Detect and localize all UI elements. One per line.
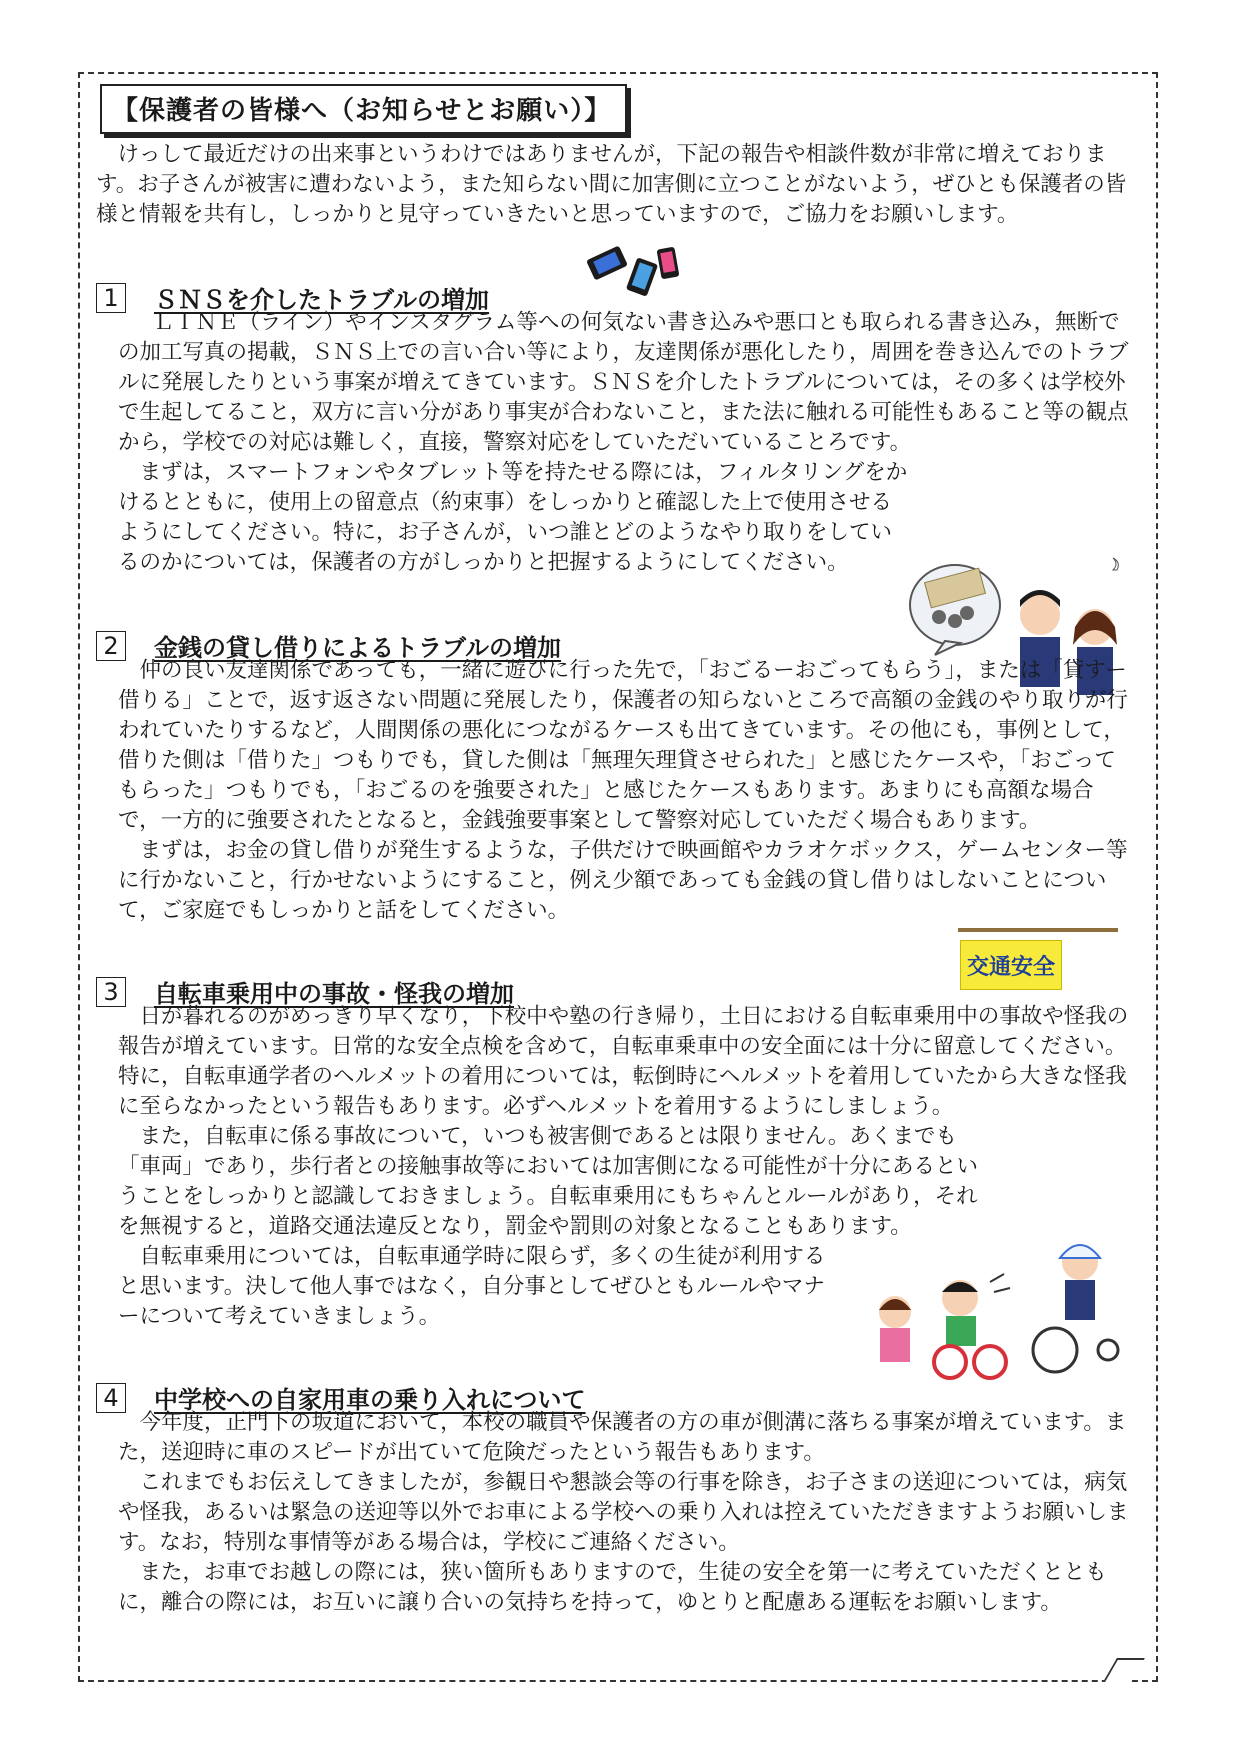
page-title: 【保護者の皆様へ（お知らせとお願い）】 (100, 84, 627, 134)
section-3-paragraph-3: 自転車乗用については，自転車通学時に限らず，多くの生徒が利用すると思います。決して他人事ではなく，自分事としてぜひともルールやマナーについて考えていきましょう。 (118, 1244, 826, 1329)
smartphones-illustration (585, 238, 690, 308)
section-number: 4 (96, 1383, 126, 1413)
section-title: ＳＮＳを介したトラブルの増加 (154, 286, 490, 314)
section-number: 3 (96, 977, 126, 1007)
section-3-paragraph-2: また，自転車に係る事故について，いつも被害側であるとは限りません。あくまでも「車両」であり，歩行者との接触事故等においては加害側になる可能性が十分にあるということをしっかりと認識しておきましょう。自転車乗用にもちゃんとルールがあり，それを無視すると，道路交通法違反となり，罰金や罰則の対象となることもあります。 (118, 1124, 979, 1239)
section-1-paragraph-2: まずは，スマートフォンやタブレット等を持たせる際には，フィルタリングをかけるとともに，使用上の留意点（約束事）をしっかりと確認した上で使用させるようにしてください。特に，お子さんが，いつ誰とどのようなやり取りをしているのかについては，保護者の方がしっかりと把握するようにしてください。 (118, 460, 908, 575)
section-title: 自転車乗用中の事故・怪我の増加 (154, 980, 514, 1008)
section-4-paragraph-3: また，お車でお越しの際には，狭い箇所もありますので，生徒の安全を第一に考えていただくとともに，離合の際には，お互いに譲り合いの気持ちを持って，ゆとりと配慮ある運転をお願いします。 (118, 1560, 1107, 1615)
bicycle-accident-illustration (860, 1222, 1120, 1382)
section-2-paragraph-1: 仲の良い友達関係であっても，一緒に遊びに行った先で，「おごるーおごってもらう」，または「貸すー借りる」ことで，返す返さない問題に発展したり，保護者の知らないところで高額の金銭のやり取りが行われていたりするなど，人間関係の悪化につながるケースも出てきています。その他にも，事例として，借りた側は「借りた」つもりでも，貸した側は「無理矢理貸させられた」と感じたケースや，「おごってもらった」つもりでも，「おごるのを強要された」と感じたケースもあります。あまりにも高額な場合で，一方的に強要されたとなると，金銭強要事案として警察対応していただく場合もあります。 (118, 658, 1128, 833)
intro-paragraph: けっして最近だけの出来事というわけではありませんが，下記の報告や相談件数が非常に増えております。お子さんが被害に遭わないよう，また知らない間に加害側に立つことがないよう，ぜひとも保護者の皆様と情報を共有し，しっかりと見守っていきたいと思っていますので，ご協力をお願いします。 (96, 142, 1127, 227)
section-2-paragraph-2: まずは，お金の貸し借りが発生するような，子供だけで映画館やカラオケボックス，ゲームセンター等に行かないこと，行かせないようにすること，例え少額であっても金銭の貸し借りはしないことについて，ご家庭でもしっかりと話をしてください。 (118, 838, 1128, 923)
section-1-body (118, 308, 1133, 578)
section-4-paragraph-1: 今年度，正門下の坂道において，本校の職員や保護者の方の車が側溝に落ちる事案が増えています。また，送迎時に車のスピードが出ていて危険だったという報告もあります。 (118, 1410, 1127, 1465)
section-3-paragraph-1: 日が暮れるのがめっきり早くなり，下校中や塾の行き帰り，土日における自転車乗用中の事故や怪我の報告が増えています。日常的な安全点検を含めて，自転車乗車中の安全面には十分に留意してください。特に，自転車通学者のヘルメットの着用については，転倒時にヘルメットを着用していたから大きな怪我に至らなかったという報告もあります。必ずヘルメットを着用するようにしましょう。 (118, 1004, 1129, 1119)
traffic-safety-sign: 交通安全 (960, 940, 1062, 990)
section-title: 中学校への自家用車の乗り入れについて (154, 1386, 586, 1414)
section-4-paragraph-2: これまでもお伝えしてきましたが，参観日や懇談会等の行事を除き，お子さまの送迎については，病気や怪我，あるいは緊急の送迎等以外でお車による学校への乗り入れは控えていただきますようお願いします。なお，特別な事情等がある場合は，学校にご連絡ください。 (118, 1470, 1129, 1555)
section-1-paragraph-1: ＬＩＮＥ（ライン）やインスタグラム等への何気ない書き込みや悪口とも取られる書き込み，無断での加工写真の掲載，ＳＮＳ上での言い合い等により，友達関係が悪化したり，周囲を巻き込んでのトラブルに発展したりという事案が増えてきています。ＳＮＳを介したトラブルについては，その多くは学校外で生起してること，双方に言い分があり事実が合わないこと，また法に触れる可能性もあること等の観点から，学校での対応は難しく，直接，警察対応をしていただいていることろです。 (118, 310, 1129, 455)
section-title: 金銭の貸し借りによるトラブルの増加 (154, 634, 562, 662)
section-number: 2 (96, 631, 126, 661)
section-4-body (118, 1408, 1133, 1618)
page-curl-corner (1103, 1658, 1145, 1682)
section-number: 1 (96, 283, 126, 313)
traffic-sign-pole (958, 928, 1118, 932)
section-2-body (118, 656, 1133, 926)
